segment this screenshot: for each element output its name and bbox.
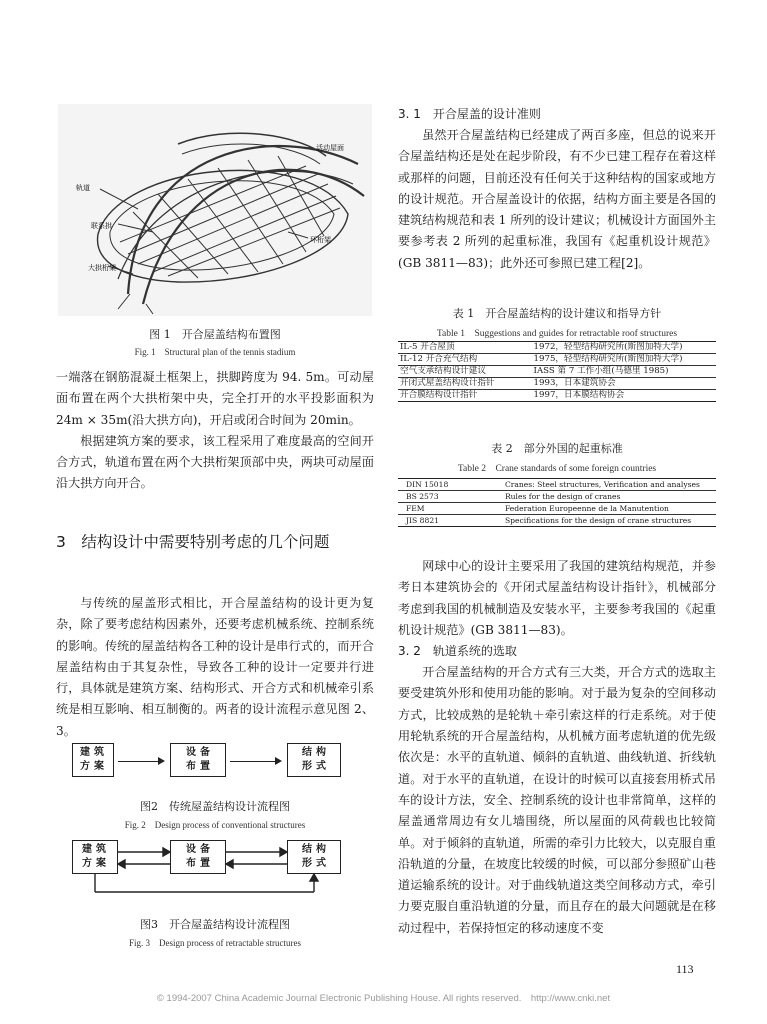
table-cell: BS 2573 [406,492,439,501]
page-number: 113 [676,962,694,976]
left-column-lower [56,593,374,742]
table-cell: Federation Europeenne de la Manutention [504,504,669,513]
fig2-box-architecture: 建筑方案 [72,743,114,777]
table-cell: IL-5 开合屋顶 [400,342,455,352]
table2-title-en: Table 2 Crane standards of some foreign countries [457,464,657,474]
table-row [398,378,716,390]
right-paragraph-3: 开合屋盖结构的开合方式有三大类，开合方式的选取主要受建筑外形和使用功能的影响。对于最为复杂的空间移动方式，比较成熟的是轮轨＋牵引索这样的行走系统。对于使用轮轨系统的开合屋盖结构，从机械方面考虑轨道的优先级依次是：水平的直轨道、倾斜的直轨道、曲线轨道、折线轨道。对于水平的直轨道，在设计的时候可以直接套用桥式吊车的设计方法，安全、控制系统的设计也非常简单，这样的屋盖通常周边有女儿墙围绕，所以屋面的风荷载也比较简单。对于倾斜的直轨道，所需的牵引力比较大，以克服自重沿轨道的分量，在坡度比较缓的时候，可以部分参照矿山巷道运输系统的设计。对于曲线轨道这类空间移动方式，牵引力要克服自重沿轨道的分量，而且存在的最大问题就是在移动过程中，若保持恒定的移动速度不变 [398,665,716,935]
table-cell: Cranes: Steel structures, Verification and analyses [504,480,700,489]
table-row [398,390,716,402]
table-cell: 1997，日本膜结构协会 [533,390,625,400]
fig2-arrow-2 [230,761,280,762]
table-row [398,342,716,354]
fig1-label-ring-truss: 环桁架 [310,236,331,244]
section-3-heading: 3 结构设计中需要特别考虑的几个问题 [56,533,330,551]
table-row [398,515,716,527]
section-3-1-heading: 3. 1 开合屋盖的设计准则 [398,107,541,121]
fig3-box-structure: 结构形式 [287,840,341,874]
table-row [398,366,716,378]
fig1-label-roof: 活动屋面 [316,144,344,152]
fig1-caption-cn: 图 1 开合屋盖结构布置图 [149,328,281,341]
copyright-footer: © 1994-2007 China Academic Journal Electronic Publishing House. All rights reserved. http://www.cnki.net [156,993,611,1004]
fig2-box-structure: 结构形式 [287,743,341,777]
table-cell: 1975，轻型结构研究所(斯图加特大学) [533,354,683,364]
table-cell: 1993，日本建筑协会 [533,378,616,388]
table-cell: IL-12 开合充气结构 [400,354,478,364]
left-paragraph-3: 与传统的屋盖形式相比，开合屋盖结构的设计更为复杂，除了要考虑结构因素外，还要考虑机械系统、控制系统的影响。传统的屋盖结构各工种的设计是串行式的，而开合屋盖结构由于其复杂性，导致各工种的设计一定要并行进行，具体就是建筑方案、结构形式、开合方式和机械牵引系统是相互影响、相互制衡的。两者的设计流程示意见图 2、3。 [56,596,374,738]
right-paragraph-2: 网球中心的设计主要采用了我国的建筑结构规范，并参考日本建筑协会的《开闭式屋盖结构设计指针》，机械部分考虑到我国的机械制造及安装水平，主要参考我国的《起重机设计规范》(GB 3811—83)。 [398,559,716,637]
table-cell: Rules for the design of cranes [504,492,621,501]
table-row [398,354,716,366]
table-cell: 开合膜结构设计指针 [400,390,478,400]
table-cell: 1972，轻型结构研究所(斯图加特大学) [533,342,683,352]
fig3-caption-cn: 图3 开合屋盖结构设计流程图 [140,918,290,931]
right-paragraph-1: 虽然开合屋盖结构已经建成了两百多座，但总的说来开合屋盖结构还是处在起步阶段，有不少已建工程存在着这样或那样的问题，目前还没有任何关于这种结构的国家或地方的设计规范。开合屋盖设计的依据，结构方面主要是各国的建筑结构规范和表 1 所列的设计建议；机械设计方面国外主要参考表 2 所列的起重标准，我国有《起重机设计规范》(GB 3811—83)；此外还可参照已建工程[2]。 [398,128,716,270]
section-3-2-heading: 3. 2 轨道系统的选取 [398,644,517,659]
fig1-label-arch-truss: 大拱桁架 [88,264,116,272]
figure-2-flowchart [62,743,372,801]
left-column-upper [56,367,374,495]
figure-1-image [58,104,372,316]
fig3-caption-en: Fig. 3 Design process of retractable structures [129,938,301,948]
right-column-upper [398,104,716,274]
table1-title-cn: 表 1 开合屋盖结构的设计建议和指导方针 [452,307,662,320]
fig2-caption-en: Fig. 2 Design process of conventional structures [124,820,306,830]
fig3-box-equipment: 设备布置 [170,840,226,874]
table-cell: Specifications for the design of crane structures [504,516,692,525]
table-row [398,479,716,491]
table-cell: IASS 第 7 工作小组(马德里 1985) [533,366,669,376]
right-column-lower [398,556,716,939]
fig1-label-link-arch: 联系拱 [91,222,112,230]
table-2 [398,478,716,527]
left-paragraph-2: 根据建筑方案的要求，该工程采用了难度最高的空间开合方式，轨道布置在两个大拱桁架顶部中央，两块可动屋面沿大拱方向开合。 [56,433,374,491]
fig2-arrow-1 [118,761,163,762]
fig3-connectors [62,836,372,906]
figure-3-flowchart [62,836,372,906]
fig3-box-architecture: 建筑方案 [72,840,118,874]
table1-title-en: Table 1 Suggestions and guides for retractable roof structures [436,329,678,339]
table-cell: DIN 15018 [406,480,449,489]
table-cell: 开闭式屋盖结构设计指针 [400,378,495,388]
table-cell: JIS 8821 [406,516,439,525]
table-cell: 空气支承结构设计建议 [400,366,486,376]
fig1-label-track: 轨道 [76,184,90,192]
table2-title-cn: 表 2 部分外国的起重标准 [491,442,623,455]
section-3-heading-wrap [56,530,374,555]
table-row [398,503,716,515]
fig1-caption-en: Fig. 1 Structural plan of the tennis stadium [134,347,296,357]
table-1-block [398,305,716,402]
left-paragraph-1: 一端落在钢筋混凝土框架上，拱脚跨度为 94. 5m。可动屋面布置在两个大拱桁架中央，完全打开的水平投影面积为 24m × 35m(沿大拱方向)，开启或闭合时间为 20min。 [56,370,374,427]
fig2-caption-cn: 图2 传统屋盖结构设计流程图 [140,800,290,813]
stadium-roof-drawing [58,104,372,316]
table-cell: FEM [406,504,425,513]
table-1 [398,341,716,402]
table-row [398,491,716,503]
table-2-block [398,440,716,527]
fig2-box-equipment: 设备布置 [170,743,226,777]
